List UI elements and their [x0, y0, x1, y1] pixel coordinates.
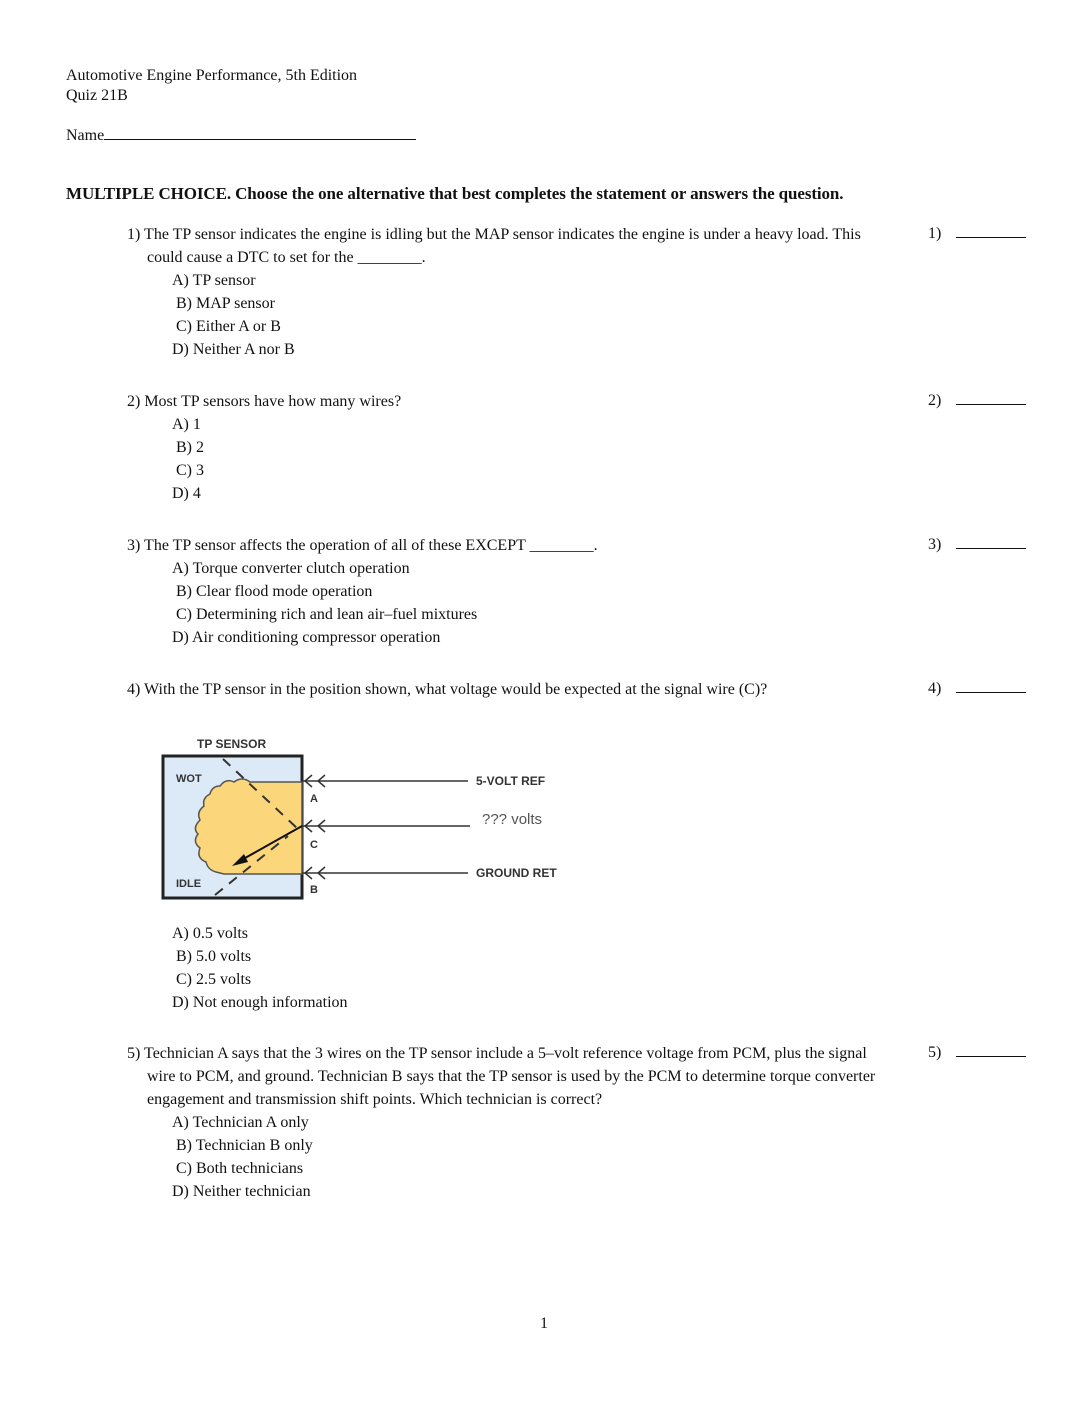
answer-blank[interactable]	[956, 392, 1026, 405]
ref-wire-label: 5-VOLT REF	[476, 774, 546, 788]
option-a: A) TP sensor	[172, 272, 256, 289]
idle-label: IDLE	[176, 878, 202, 890]
answer-blank[interactable]	[956, 225, 1026, 238]
terminal-c-label: C	[310, 839, 318, 851]
answer-number: 1)	[928, 225, 942, 242]
terminal-b-label: B	[310, 884, 318, 896]
signal-wire-label: ??? volts	[482, 811, 543, 828]
question-stem: 5) Technician A says that the 3 wires on the TP sensor include a 5–volt reference voltage from PCM, plus the signal wire to PCM, and ground. Technician B says that the TP sensor is used by the PCM to determine torque converter engagement and transmission shift points. Which technician is correct?	[127, 1045, 876, 1108]
answer-number: 5)	[928, 1044, 942, 1061]
answer-blank[interactable]	[956, 1044, 1026, 1057]
options-list	[127, 557, 897, 649]
option-c: C) 2.5 volts	[176, 971, 252, 988]
answer-slot-5	[928, 1044, 1026, 1062]
option-b: B) 5.0 volts	[176, 948, 252, 965]
answer-slot-2	[928, 392, 1026, 410]
ground-wire-label: GROUND RET	[476, 866, 557, 880]
option-a: A) 0.5 volts	[172, 925, 248, 942]
question-stem: 2) Most TP sensors have how many wires?	[127, 393, 402, 410]
option-c: C) Either A or B	[176, 318, 281, 335]
option-b: B) 2	[176, 439, 204, 456]
option-b: B) Clear flood mode operation	[176, 583, 373, 600]
answer-blank[interactable]	[956, 536, 1026, 549]
name-label: Name	[66, 127, 105, 144]
answer-number: 3)	[928, 536, 942, 553]
diagram-title: TP SENSOR	[197, 737, 267, 751]
instructions: MULTIPLE CHOICE. Choose the one alternative that best completes the statement or answers the question.	[66, 184, 844, 203]
answer-slot-4	[928, 680, 1026, 698]
name-blank-line[interactable]	[104, 125, 416, 140]
option-c: C) Both technicians	[176, 1160, 304, 1177]
options-list	[127, 269, 897, 361]
option-c: C) 3	[176, 462, 204, 479]
answer-slot-1	[928, 225, 1026, 243]
question-2	[127, 390, 897, 505]
terminal-a-label: A	[310, 793, 318, 805]
option-c: C) Determining rich and lean air–fuel mixtures	[176, 606, 478, 623]
option-b: B) Technician B only	[176, 1137, 313, 1154]
option-d: D) Air conditioning compressor operation	[172, 629, 441, 646]
options-list	[127, 922, 897, 1014]
question-5	[127, 1042, 897, 1203]
option-a: A) Torque converter clutch operation	[172, 560, 410, 577]
option-d: D) Not enough information	[172, 994, 348, 1011]
wot-label: WOT	[176, 773, 202, 785]
options-list	[127, 413, 897, 505]
option-d: D) Neither technician	[172, 1183, 311, 1200]
option-d: D) 4	[172, 485, 201, 502]
question-stem: 1) The TP sensor indicates the engine is idling but the MAP sensor indicates the engine is under a heavy load. This could cause a DTC to set for the ________.	[127, 226, 861, 266]
answer-blank[interactable]	[956, 680, 1026, 693]
question-4	[127, 678, 897, 701]
answer-slot-3	[928, 536, 1026, 554]
quiz-title: Quiz 21B	[66, 87, 128, 104]
question-stem: 3) The TP sensor affects the operation of all of these EXCEPT ________.	[127, 537, 598, 554]
question-1	[127, 223, 897, 361]
option-d: D) Neither A nor B	[172, 341, 295, 358]
option-b: B) MAP sensor	[176, 295, 275, 312]
option-a: A) Technician A only	[172, 1114, 309, 1131]
question-stem: 4) With the TP sensor in the position shown, what voltage would be expected at the signal wire (C)?	[127, 681, 768, 698]
answer-number: 2)	[928, 392, 942, 409]
page-number: 1	[540, 1315, 548, 1332]
tp-sensor-diagram	[150, 730, 580, 910]
answer-number: 4)	[928, 680, 942, 697]
name-field	[66, 125, 416, 146]
wiper-shape	[195, 779, 302, 874]
question-3	[127, 534, 897, 649]
question-4-options	[127, 922, 897, 1014]
course-title: Automotive Engine Performance, 5th Edition	[66, 67, 358, 84]
options-list	[127, 1111, 897, 1203]
option-a: A) 1	[172, 416, 201, 433]
